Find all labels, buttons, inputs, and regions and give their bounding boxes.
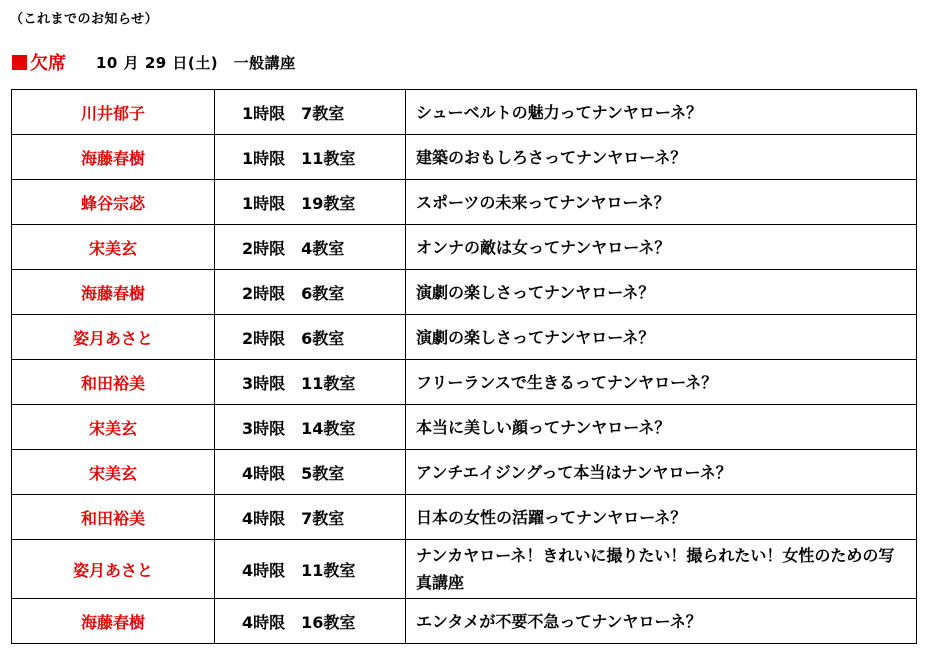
table-row <box>12 180 917 225</box>
table-row <box>12 270 917 315</box>
red-square-icon <box>12 55 27 70</box>
lecturer-name: 海藤春樹 <box>12 270 215 315</box>
lecture-title: 本当に美しい顔ってナンヤローネ？ <box>406 405 917 450</box>
period-room: 4時限 7教室 <box>215 495 406 540</box>
period-room: 1時限 7教室 <box>215 90 406 135</box>
table-row <box>12 135 917 180</box>
table-row <box>12 599 917 644</box>
lecture-title: 日本の女性の活躍ってナンヤローネ？ <box>406 495 917 540</box>
absence-table <box>11 89 917 644</box>
table-row <box>12 225 917 270</box>
notice-heading: （これまでのお知らせ） <box>10 12 159 27</box>
table-row <box>12 540 917 599</box>
period-room: 3時限 11教室 <box>215 360 406 405</box>
absence-section-header <box>12 50 296 74</box>
table-row <box>12 450 917 495</box>
period-room: 2時限 4教室 <box>215 225 406 270</box>
period-room: 2時限 6教室 <box>215 315 406 360</box>
lecturer-name: 姿月あさと <box>12 540 215 599</box>
absence-title: 欠席 <box>30 53 66 74</box>
lecturer-name: 川井郁子 <box>12 90 215 135</box>
lecturer-name: 宋美玄 <box>12 225 215 270</box>
table-row <box>12 90 917 135</box>
period-room: 4時限 5教室 <box>215 450 406 495</box>
table-row <box>12 315 917 360</box>
lecture-title: オンナの敵は女ってナンヤローネ？ <box>406 225 917 270</box>
lecture-title: 演劇の楽しさってナンヤローネ？ <box>406 315 917 360</box>
lecturer-name: 蜂谷宗苾 <box>12 180 215 225</box>
period-room: 4時限 11教室 <box>215 540 406 599</box>
lecture-title: フリーランスで生きるってナンヤローネ？ <box>406 360 917 405</box>
lecture-title: スポーツの未来ってナンヤローネ？ <box>406 180 917 225</box>
table-row <box>12 405 917 450</box>
lecture-title: ナンカヤローネ！きれいに撮りたい！撮られたい！女性のための写真講座 <box>406 540 917 599</box>
lecture-title: シューベルトの魅力ってナンヤローネ？ <box>406 90 917 135</box>
lecture-title: エンタメが不要不急ってナンヤローネ？ <box>406 599 917 644</box>
lecturer-name: 宋美玄 <box>12 405 215 450</box>
period-room: 1時限 11教室 <box>215 135 406 180</box>
lecturer-name: 宋美玄 <box>12 450 215 495</box>
period-room: 1時限 19教室 <box>215 180 406 225</box>
table-row <box>12 495 917 540</box>
session-date: 10 月 29 日(土) 一般講座 <box>96 53 296 72</box>
lecturer-name: 和田裕美 <box>12 360 215 405</box>
lecturer-name: 姿月あさと <box>12 315 215 360</box>
period-room: 4時限 16教室 <box>215 599 406 644</box>
lecture-title: 建築のおもしろさってナンヤローネ？ <box>406 135 917 180</box>
table-row <box>12 360 917 405</box>
period-room: 2時限 6教室 <box>215 270 406 315</box>
period-room: 3時限 14教室 <box>215 405 406 450</box>
lecture-title: 演劇の楽しさってナンヤローネ？ <box>406 270 917 315</box>
lecturer-name: 和田裕美 <box>12 495 215 540</box>
lecture-title: アンチエイジングって本当はナンヤローネ？ <box>406 450 917 495</box>
lecturer-name: 海藤春樹 <box>12 599 215 644</box>
lecturer-name: 海藤春樹 <box>12 135 215 180</box>
